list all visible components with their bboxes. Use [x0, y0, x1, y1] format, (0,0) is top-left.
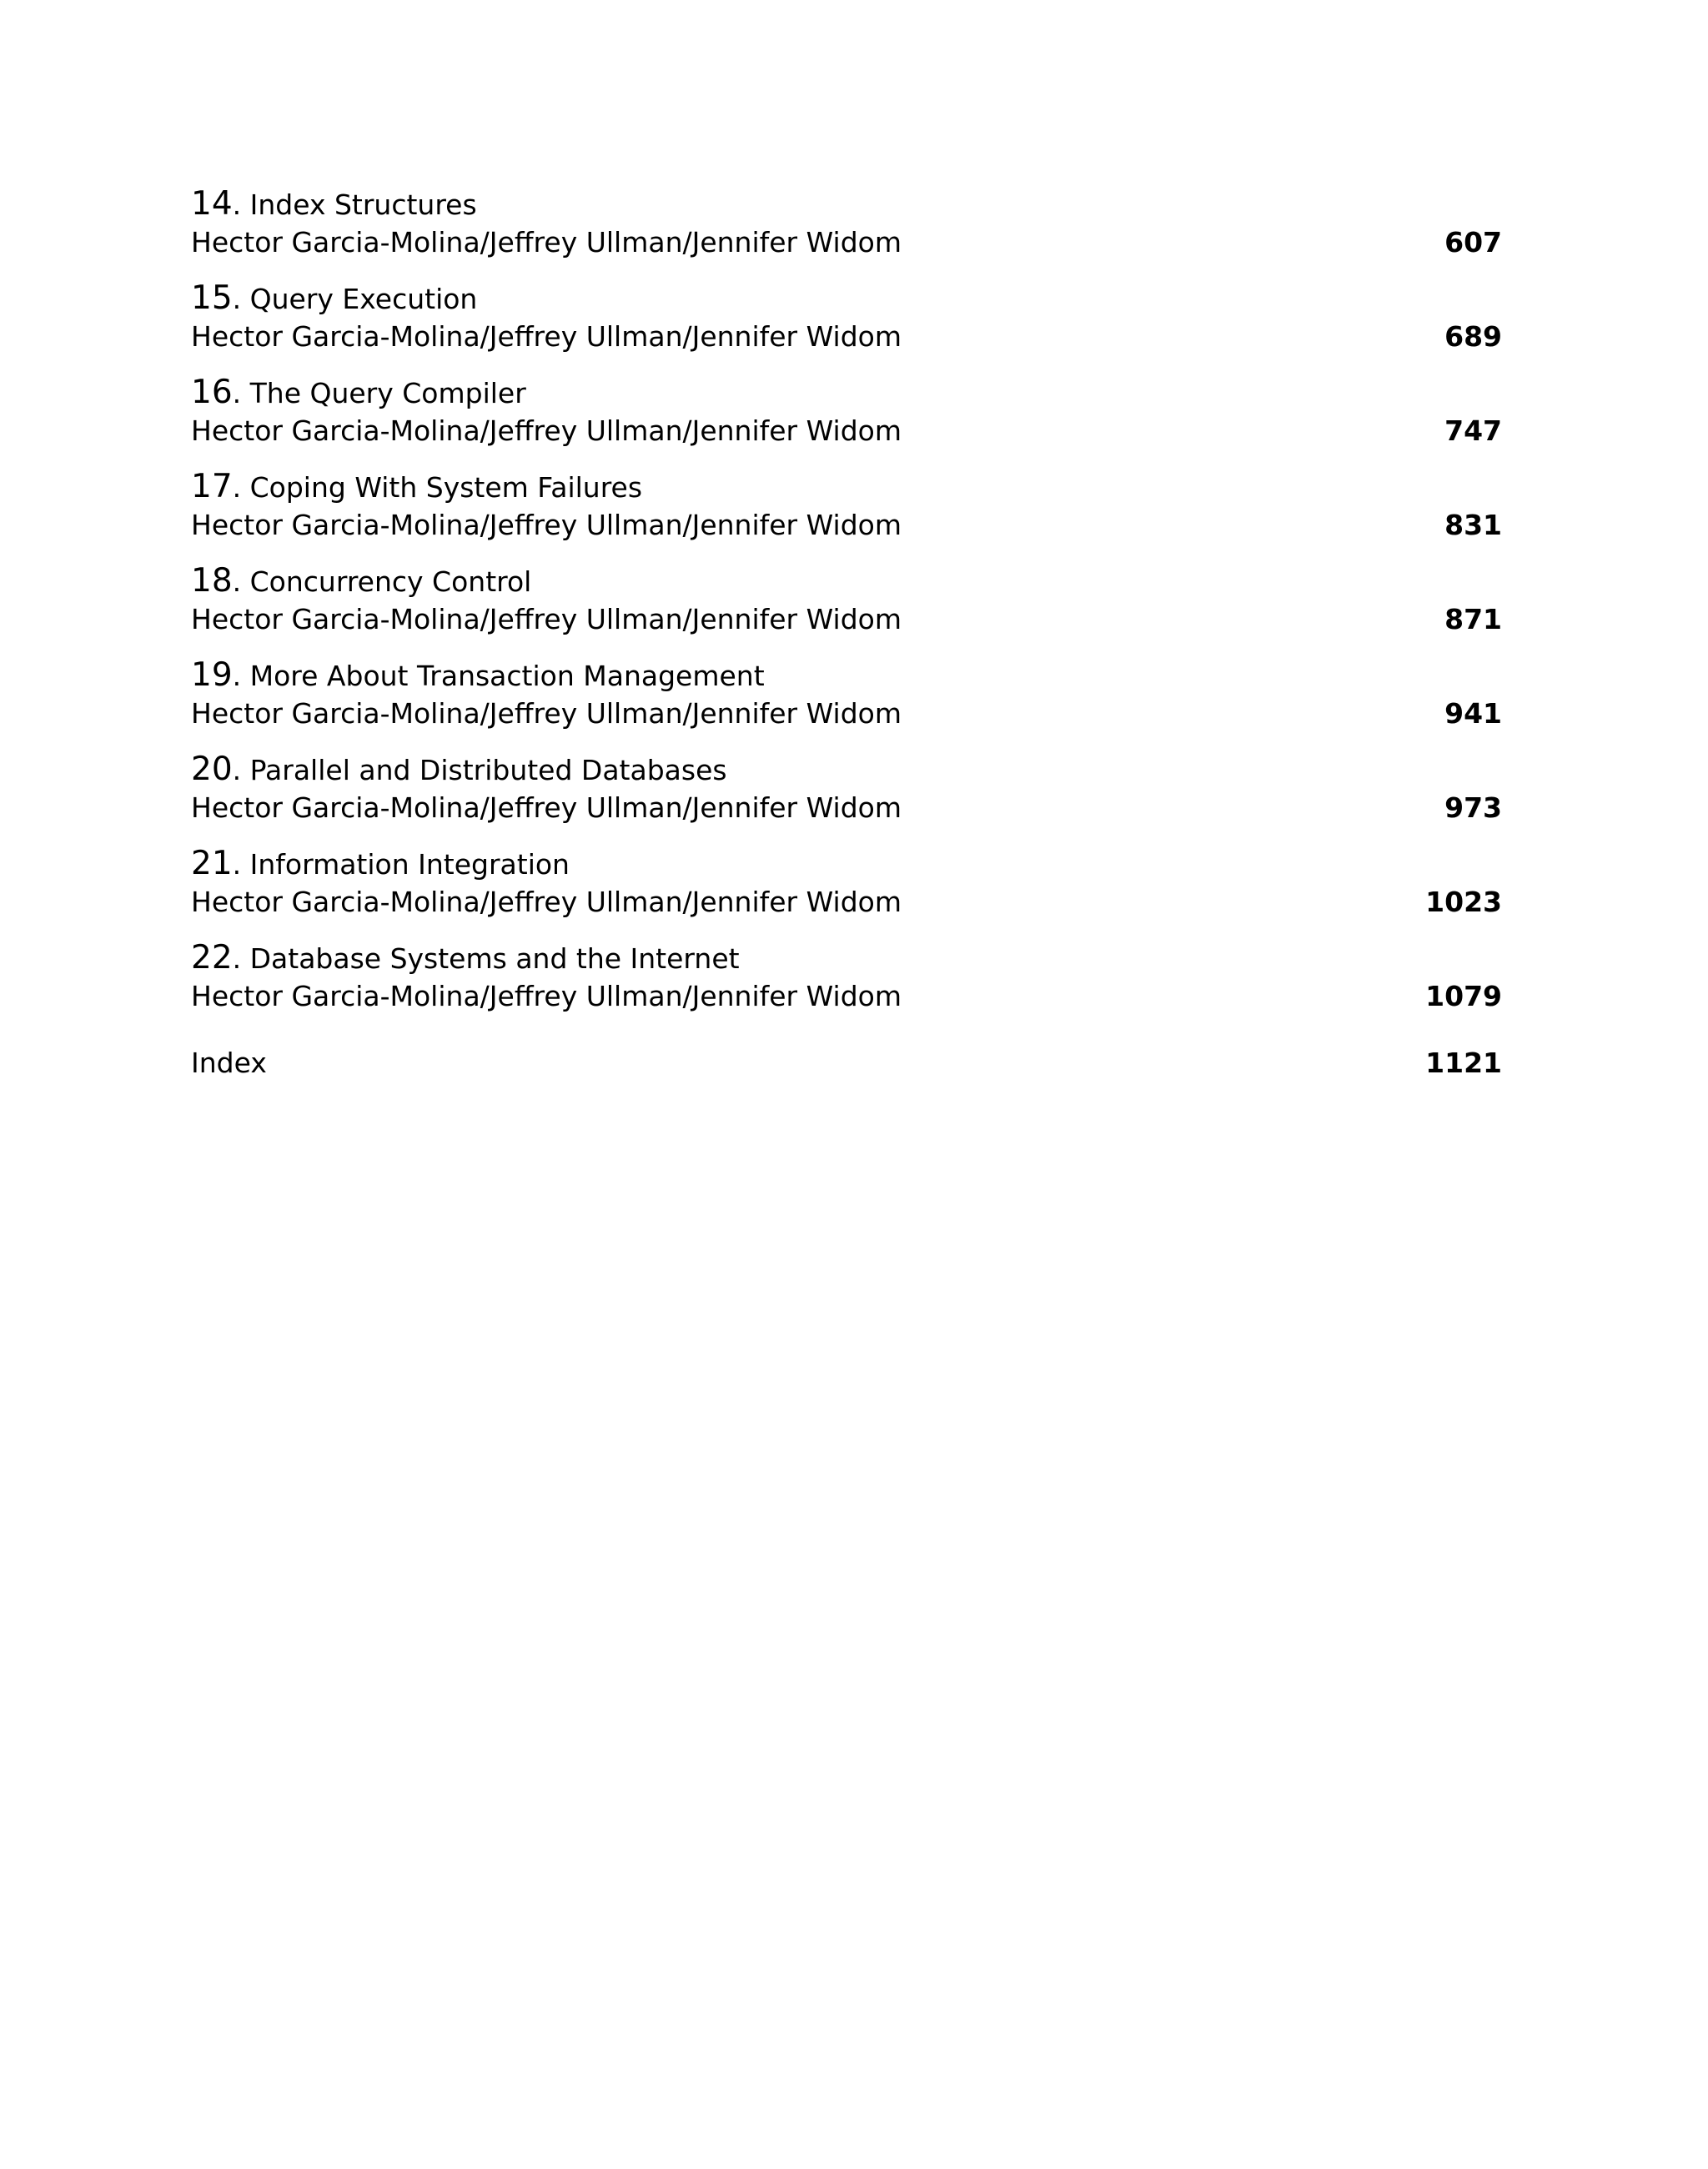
- chapter-number: 21: [191, 845, 233, 882]
- page-number: 1023: [1425, 886, 1502, 918]
- page-number: 973: [1444, 791, 1502, 824]
- chapter-authors: Hector Garcia-Molina/Jeffrey Ullman/Jennifer Widom: [191, 980, 902, 1012]
- chapter-authors: Hector Garcia-Molina/Jeffrey Ullman/Jennifer Widom: [191, 509, 902, 541]
- page-number: 831: [1444, 509, 1502, 541]
- chapter-number: 14: [191, 185, 233, 223]
- chapter-title: Parallel and Distributed Databases: [249, 754, 727, 786]
- chapter-author-line: [191, 412, 1502, 450]
- chapter-title: More About Transaction Management: [249, 660, 765, 692]
- chapter-author-line: [191, 789, 1502, 827]
- chapter-authors: Hector Garcia-Molina/Jeffrey Ullman/Jennifer Widom: [191, 886, 902, 918]
- chapter-title: Database Systems and the Internet: [249, 942, 740, 975]
- chapter-author-line: [191, 695, 1502, 733]
- chapter-number: 17: [191, 468, 233, 505]
- toc-entry[interactable]: [191, 374, 1502, 468]
- page-number: 1079: [1425, 980, 1502, 1012]
- toc-entry[interactable]: [191, 185, 1502, 279]
- chapter-author-line: [191, 506, 1502, 545]
- chapter-title: The Query Compiler: [249, 377, 526, 409]
- toc-entry[interactable]: [191, 562, 1502, 656]
- chapter-title-line: 18. Concurrency Control: [191, 562, 532, 600]
- chapter-title-line: 21. Information Integration: [191, 845, 570, 882]
- chapter-authors: Hector Garcia-Molina/Jeffrey Ullman/Jennifer Widom: [191, 791, 902, 824]
- chapter-number: 16: [191, 374, 233, 411]
- page-number: 747: [1444, 414, 1502, 447]
- chapter-title-line: 19. More About Transaction Management: [191, 656, 765, 694]
- toc-entry[interactable]: [191, 939, 1502, 1033]
- chapter-title: Query Execution: [249, 283, 478, 315]
- chapter-authors: Hector Garcia-Molina/Jeffrey Ullman/Jennifer Widom: [191, 226, 902, 259]
- chapter-title-line: 22. Database Systems and the Internet: [191, 939, 740, 977]
- toc-entry[interactable]: [191, 751, 1502, 845]
- chapter-title: Index Structures: [249, 188, 477, 221]
- chapter-title-line: 14. Index Structures: [191, 185, 477, 223]
- chapter-title: Concurrency Control: [249, 565, 532, 598]
- chapter-title-line: 17. Coping With System Failures: [191, 468, 643, 505]
- chapter-title-line: 20. Parallel and Distributed Databases: [191, 751, 727, 788]
- chapter-number: 20: [191, 751, 233, 788]
- chapter-author-line: [191, 883, 1502, 921]
- toc-entry[interactable]: [191, 656, 1502, 751]
- chapter-author-line: [191, 977, 1502, 1016]
- page-number: 871: [1444, 603, 1502, 635]
- chapter-author-line: [191, 318, 1502, 356]
- table-of-contents: [191, 185, 1502, 1082]
- chapter-title: Coping With System Failures: [249, 471, 643, 504]
- toc-entry[interactable]: [191, 845, 1502, 939]
- chapter-authors: Hector Garcia-Molina/Jeffrey Ullman/Jennifer Widom: [191, 697, 902, 730]
- chapter-number: 15: [191, 279, 233, 317]
- page-number: 607: [1444, 226, 1502, 259]
- chapter-number: 19: [191, 656, 233, 694]
- chapter-authors: Hector Garcia-Molina/Jeffrey Ullman/Jennifer Widom: [191, 603, 902, 635]
- chapter-title-line: 15. Query Execution: [191, 279, 478, 317]
- chapter-authors: Hector Garcia-Molina/Jeffrey Ullman/Jennifer Widom: [191, 414, 902, 447]
- chapter-author-line: [191, 600, 1502, 639]
- index-page-number: 1121: [1425, 1047, 1502, 1079]
- chapter-author-line: [191, 223, 1502, 262]
- page-number: 941: [1444, 697, 1502, 730]
- chapter-title: Information Integration: [249, 848, 570, 881]
- chapter-title-line: 16. The Query Compiler: [191, 374, 526, 411]
- chapter-authors: Hector Garcia-Molina/Jeffrey Ullman/Jennifer Widom: [191, 320, 902, 353]
- index-label: Index: [191, 1047, 267, 1079]
- toc-index-entry[interactable]: [191, 1044, 1502, 1082]
- page-number: 689: [1444, 320, 1502, 353]
- toc-entry[interactable]: [191, 279, 1502, 374]
- chapter-number: 22: [191, 939, 233, 977]
- toc-entry[interactable]: [191, 468, 1502, 562]
- chapter-number: 18: [191, 562, 233, 600]
